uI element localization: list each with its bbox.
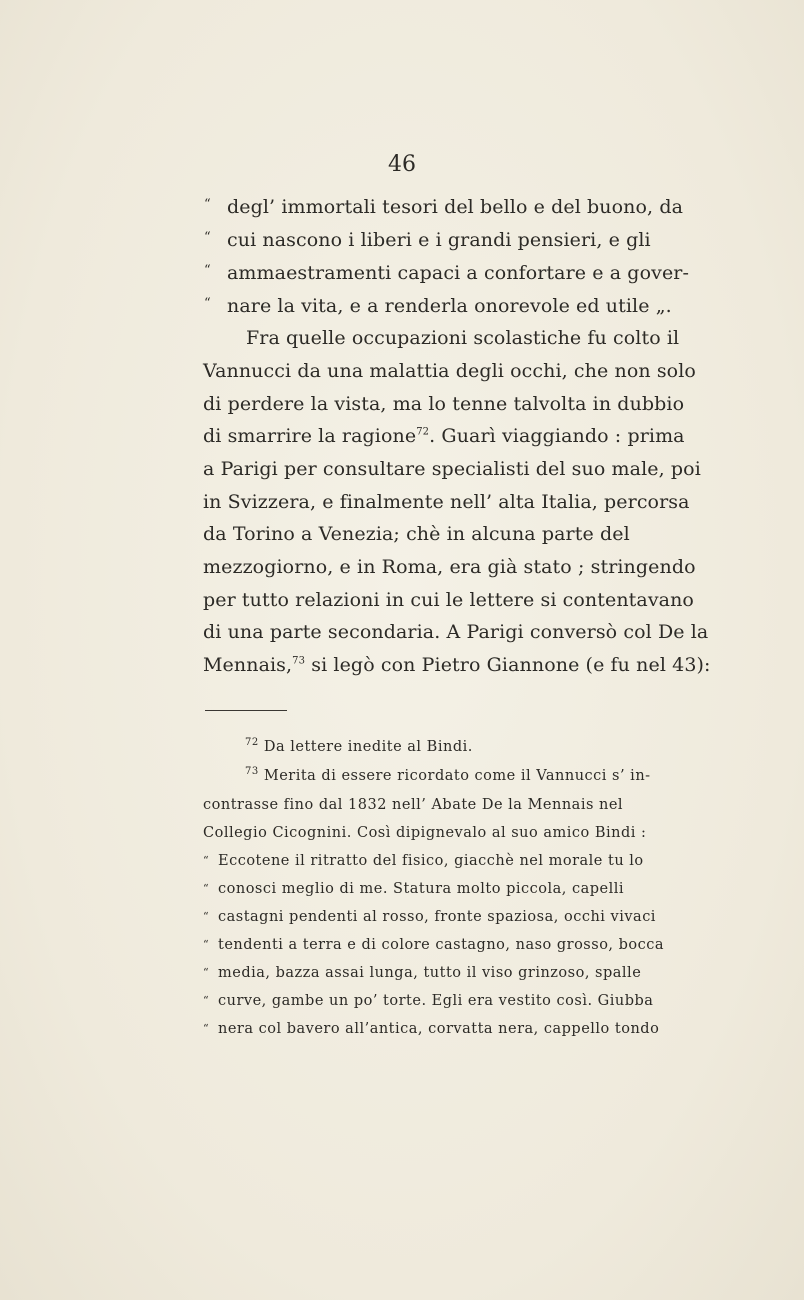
footnote-73-text-1: Merita di essere ricordato come il Vannucci s’ in-	[263, 768, 651, 784]
note-ref-73: 73	[292, 655, 306, 667]
body-line-4: nare la vita, e a renderla onorevole ed utile „.	[227, 295, 672, 317]
footnote-73-line-5: conosci meglio di me. Statura molto piccola, capelli	[218, 881, 625, 897]
body-line-14: di una parte secondaria. A Parigi conversò col De la	[203, 621, 709, 643]
note-ref-72: 72	[416, 426, 430, 438]
footnote-73-number: 73	[245, 766, 259, 778]
footnote-72-text: Da lettere inedite al Bindi.	[263, 739, 473, 755]
quote-mark: “	[204, 296, 211, 311]
quote-mark: “	[204, 263, 211, 278]
body-line-15-rest: si legò con Pietro Giannone (e fu nel 43):	[311, 654, 711, 676]
footnote-73-line-4: Eccotene il ritratto del fisico, giacchè nel morale tu lo	[218, 853, 644, 869]
body-line-8-text: di smarrire la ragione	[203, 425, 417, 447]
quote-mark: “	[204, 197, 211, 212]
footnote-72-number: 72	[245, 737, 259, 749]
body-line-7: di perdere la vista, ma lo tenne talvolta in dubbio	[203, 393, 685, 415]
footnote-72	[245, 737, 473, 757]
quote-mark: “	[203, 994, 209, 1007]
quote-mark: “	[203, 938, 209, 951]
body-line-10: in Svizzera, e finalmente nell’ alta Italia, percorsa	[203, 491, 690, 513]
body-line-12: mezzogiorno, e in Roma, era già stato ; stringendo	[203, 556, 696, 578]
quote-mark: “	[203, 966, 209, 979]
body-line-5: Fra quelle occupazioni scolastiche fu colto il	[246, 327, 680, 349]
quote-mark: “	[203, 1022, 209, 1035]
body-line-15-text: Mennais,	[203, 654, 293, 676]
footnote-separator	[205, 710, 287, 711]
footnote-73-line-9: curve, gambe un po’ torte. Egli era vestito così. Giubba	[218, 993, 654, 1009]
quote-mark: “	[204, 230, 211, 245]
quote-mark: “	[203, 910, 209, 923]
footnote-73-line-7: tendenti a terra e di colore castagno, naso grosso, bocca	[218, 937, 665, 953]
body-line-2: cui nascono i liberi e i grandi pensieri, e gli	[227, 229, 651, 251]
footnote-73-line-2: contrasse fino dal 1832 nell’ Abate De la Mennais nel	[203, 797, 624, 813]
body-line-9: a Parigi per consultare specialisti del suo male, poi	[203, 458, 701, 480]
footnote-73-line-6: castagni pendenti al rosso, fronte spaziosa, occhi vivaci	[218, 909, 656, 925]
body-line-13: per tutto relazioni in cui le lettere si contentavano	[203, 589, 694, 611]
body-line-6: Vannucci da una malattia degli occhi, che non solo	[203, 360, 696, 382]
body-line-8	[203, 424, 685, 448]
footnote-73-line-8: media, bazza assai lunga, tutto il viso grinzoso, spalle	[218, 965, 642, 981]
body-line-11: da Torino a Venezia; chè in alcuna parte del	[203, 523, 630, 545]
quote-mark: “	[203, 854, 209, 867]
page-number: 46	[388, 152, 416, 177]
body-line-8-rest: . Guarì viaggiando : prima	[429, 425, 685, 447]
footnote-73-line-1	[245, 766, 651, 786]
footnote-73-line-3: Collegio Cicognini. Così dipignevalo al suo amico Bindi :	[203, 825, 647, 841]
body-line-15	[203, 653, 711, 677]
body-line-1: degl’ immortali tesori del bello e del buono, da	[227, 196, 684, 218]
body-line-3: ammaestramenti capaci a confortare e a gover-	[227, 262, 689, 284]
quote-mark: “	[203, 882, 209, 895]
footnote-73-line-10: nera col bavero all’antica, corvatta nera, cappello tondo	[218, 1021, 660, 1037]
